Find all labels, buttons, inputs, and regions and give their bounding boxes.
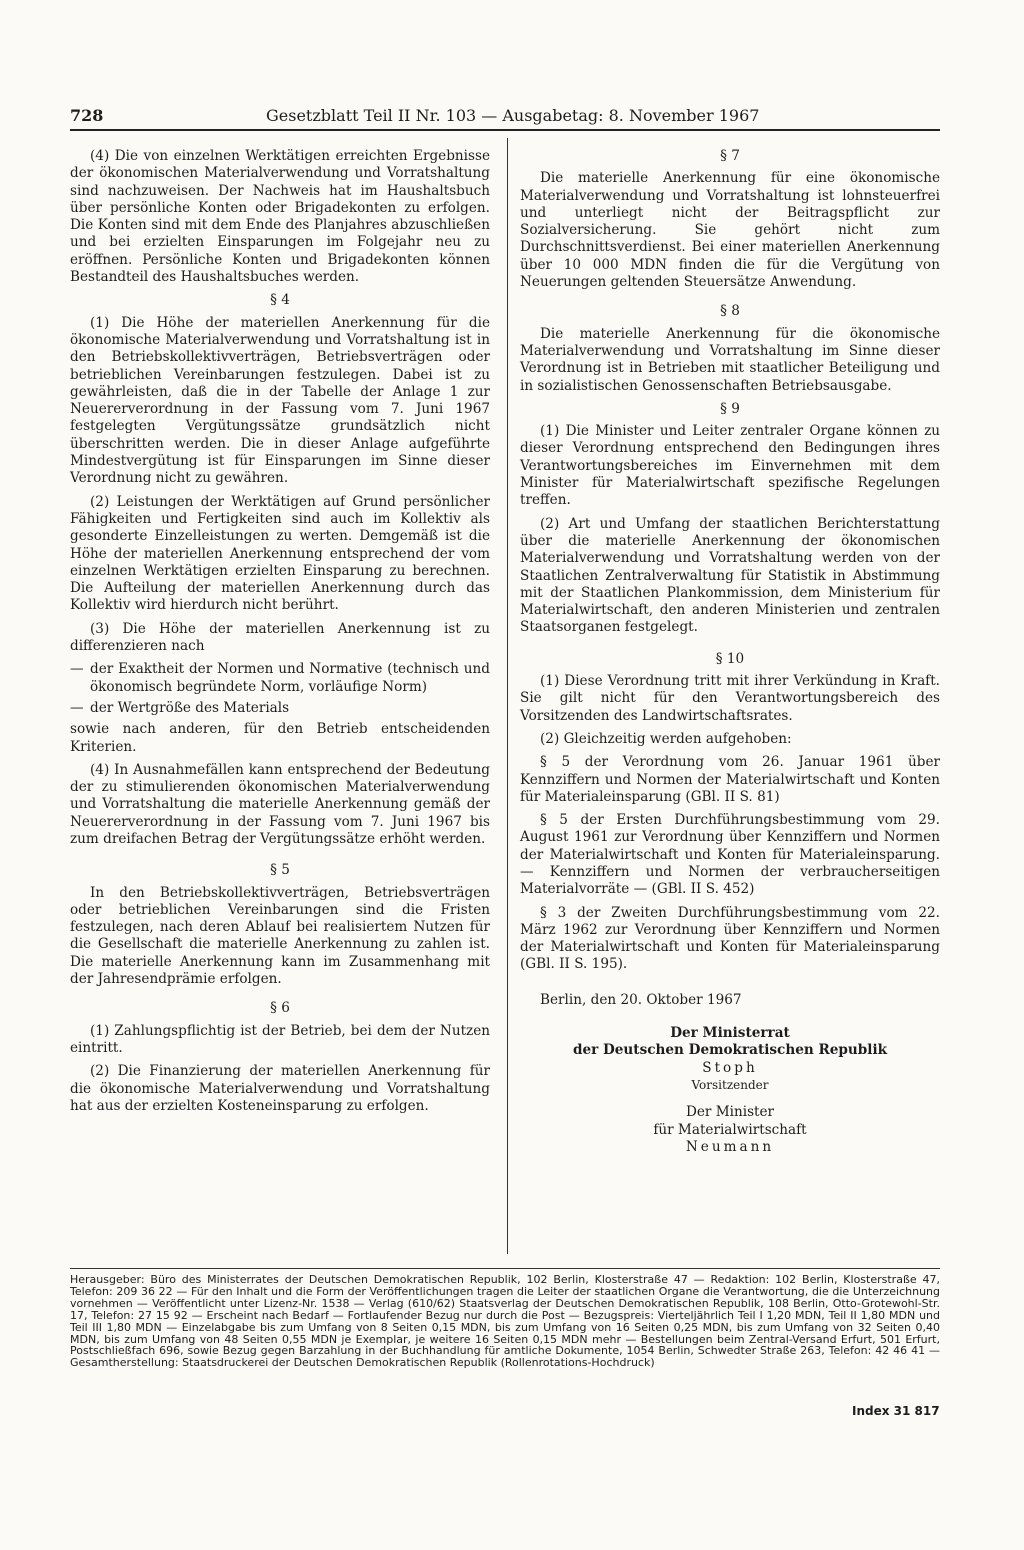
repealed-provision: § 5 der Verordnung vom 26. Januar 1961 über Kennziffern und Normen der Materialwirtschaft und Konten für Materialeinsparung (GBl. II S. 81) — [520, 754, 940, 805]
signatory-role: Vorsitzender — [691, 1077, 769, 1092]
paragraph-6-1: (1) Zahlungspflichtig ist der Betrieb, bei dem der Nutzen eintritt. — [70, 1022, 490, 1056]
paragraph-6-2: (2) Die Finanzierung der materiellen Anerkennung für die ökonomische Materialverwendung und Vorratshaltung hat aus der erzielten Kosteneinsparung zu erfolgen. — [70, 1063, 490, 1114]
section-heading-7: § 7 — [720, 148, 740, 164]
section-heading-8: § 8 — [720, 303, 740, 320]
paragraph-7: Die materielle Anerkennung für eine ökonomische Materialverwendung und Vorratshaltung ist lohnsteuerfrei und unterliegt nicht der Beitragspflicht zur Sozialversicherung. Sie gehört nicht zum Durchschnittsverdienst. Bei einer materiellen Anerkennung über 10 000 MDN finden die für die Vergütung von Neuerungen geltenden Steuersätze Anwendung. — [520, 170, 940, 291]
paragraph-4-2: (2) Leistungen der Werktätigen auf Grund persönlicher Fähigkeiten und Fertigkeiten sind auch im Kollektiv als gesonderte Einzelleistungen zu werten. Demgemäß ist die Höhe der materiellen Anerkennung entsprechend der vom einzelnen Werktätigen erzielten Einsparung zu berechnen. Die Aufteilung der materiellen Anerkennung durch das Kollektiv wird hierdurch nicht berührt. — [70, 493, 490, 614]
dash-marker: — — [70, 661, 84, 678]
paragraph-4-3-continued: sowie nach anderen, für den Betrieb entscheidenden Kriterien. — [70, 721, 490, 755]
footer-rule — [70, 1268, 940, 1269]
signature-block — [520, 1025, 940, 1156]
section-heading-6: § 6 — [270, 1000, 290, 1017]
signing-date: Berlin, den 20. Oktober 1967 — [540, 991, 742, 1008]
signatory-organ-line-1: Der Ministerrat — [670, 1025, 790, 1042]
paragraph-3-4: (4) Die von einzelnen Werktätigen erreichten Ergebnisse der ökonomischen Materialverwendung und Vorratshaltung sind nachzuweisen. Der Nachweis hat im Haushaltsbuch über persönliche Konten oder Brigadekonten zu erfolgen. Die Konten sind mit dem Ende des Planjahres abzuschließen und bei erzielten Einsparungen im Folgejahr neu zu eröffnen. Persönliche Konten und Brigadekonten können Bestandteil des Haushaltsbuches werden. — [70, 148, 490, 286]
signatory-name: Stoph — [702, 1059, 758, 1076]
list-item — [70, 661, 490, 696]
paragraph-5: In den Betriebskollektivverträgen, Betriebsverträgen oder betrieblichen Vereinbarungen sind die Fristen festzulegen, nach deren Ablauf bei realisiertem Nutzen für die Gesellschaft die materielle Anerkennung zu zahlen ist. Die materielle Anerkennung kann im Zusammenhang mit der Jahresendprämie erfolgen. — [70, 884, 490, 988]
repealed-provision: § 5 der Ersten Durchführungsbestimmung vom 29. August 1961 zur Verordnung über Kennziffern und Normen der Materialwirtschaft und Konten für Materialeinsparung. — Kennziffern und Normen der verbraucherseitigen Materialvorräte — (GBl. II S. 452) — [520, 812, 940, 898]
signatory-organ-line-2: der Deutschen Demokratischen Republik — [572, 1042, 888, 1059]
minister-title-line-2: für Materialwirtschaft — [653, 1121, 807, 1138]
list-item — [70, 700, 490, 717]
paragraph-10-1: (1) Diese Verordnung tritt mit ihrer Verkündung in Kraft. Sie gilt nicht für den Verantwortungsbereich des Vorsitzenden des Landwirtschaftsrates. — [520, 673, 940, 724]
section-heading-4: § 4 — [270, 292, 290, 309]
page-number: 728 — [70, 106, 104, 125]
publisher-imprint: Herausgeber: Büro des Ministerrates der Deutschen Demokratischen Republik, 102 Berlin, Klosterstraße 47 — Redaktion: 102 Berlin, Klosterstraße 47, Telefon: 209 36 22 — Für den Inhalt und die Form der Veröffentlichungen tragen die Leiter der staatlichen Organe die Verantwortung, die die Unterzeichnung vornehmen — Veröffentlicht unter Lizenz-Nr. 1538 — Verlag (610/62) Staatsverlag der Deutschen Demokratischen Republik, 108 Berlin, Otto-Grotewohl-Str. 17, Telefon: 27 15 92 — Erscheint nach Bedarf — Fortlaufender Bezug nur durch die Post — Bezugspreis: Vierteljährlich Teil I 1,20 MDN, Teil II 1,80 MDN und Teil III 1,80 MDN — Einzelabgabe bis zum Umfang von 8 Seiten 0,15 MDN, bis zum Umfang von 16 Seiten 0,25 MDN, bis zum Umfang von 32 Seiten 0,40 MDN, bis zum Umfang von 48 Seiten 0,55 MDN je Exemplar, je weitere 16 Seiten 0,15 MDN mehr — Bestellungen beim Zentral-Versand Erfurt, 501 Erfurt, Postschließfach 696, sowie Bezug gegen Barzahlung in der Buchhandlung für amtliche Dokumente, 1054 Berlin, Schwedter Straße 263, Telefon: 42 46 41 — Gesamtherstellung: Staatsdruckerei der Deutschen Demokratischen Republik (Rollenrotations-Hochdruck) — [70, 1273, 940, 1370]
page-header-title: Gesetzblatt Teil II Nr. 103 — Ausgabetag: 8. November 1967 — [266, 106, 760, 125]
column-divider — [507, 138, 508, 1254]
minister-title-line-1: Der Minister — [685, 1104, 775, 1121]
minister-name: Neumann — [685, 1138, 775, 1155]
paragraph-9-2: (2) Art und Umfang der staatlichen Berichterstattung über die materielle Anerkennung der ökonomischen Materialverwendung und Vorratshaltung werden von der Staatlichen Zentralverwaltung für Statistik in Abstimmung mit der Staatlichen Plankommission, dem Ministerium für Materialwirtschaft, den anderen Ministerien und zentralen Staatsorganen festgelegt. — [520, 515, 940, 636]
list-item-text: der Wertgröße des Materials — [90, 699, 290, 716]
index-number: Index 31 817 — [852, 1404, 940, 1418]
paragraph-4-4: (4) In Ausnahmefällen kann entsprechend der Bedeutung der zu stimulierenden ökonomischen Materialverwendung und Vorratshaltung die materielle Anerkennung gemäß der Neuererverordnung in der Fassung vom 7. Juni 1967 bis zum dreifachen Betrag der Vergütungssätze erhöht werden. — [70, 761, 490, 847]
right-column — [520, 148, 940, 1156]
header-rule — [70, 129, 940, 131]
list-item-text: der Exaktheit der Normen und Normative (technisch und ökonomisch begründete Norm, vorläufige Norm) — [90, 661, 490, 695]
paragraph-9-1: (1) Die Minister und Leiter zentraler Organe können zu dieser Verordnung entsprechend den Bedingungen ihres Verantwortungsbereiches im Einvernehmen mit dem Minister für Materialwirtschaft spezifische Regelungen treffen. — [520, 423, 940, 509]
dash-marker: — — [70, 699, 84, 716]
section-heading-9: § 9 — [720, 400, 740, 417]
paragraph-4-1: (1) Die Höhe der materiellen Anerkennung für die ökonomische Materialverwendung und Vorratshaltung ist in den Betriebskollektivverträgen, Betriebsverträgen oder betrieblichen Vereinbarungen festzulegen. Dabei ist zu gewährleisten, daß die in der Tabelle der Anlage 1 zur Neuererverordnung in der Fassung vom 7. Juni 1967 festgelegten Vergütungssätze grundsätzlich nicht überschritten werden. Die in dieser Anlage aufgeführte Mindestvergütung ist für Einsparungen im Sinne dieser Verordnung nicht zu gewähren. — [70, 314, 490, 487]
left-column — [70, 148, 490, 1121]
section-heading-10: § 10 — [715, 650, 745, 667]
paragraph-10-2: (2) Gleichzeitig werden aufgehoben: — [540, 730, 792, 747]
repealed-provision: § 3 der Zweiten Durchführungsbestimmung vom 22. März 1962 zur Verordnung über Kennziffern und Normen der Materialwirtschaft und Konten für Materialeinsparung (GBl. II S. 195). — [520, 904, 940, 973]
paragraph-8: Die materielle Anerkennung für die ökonomische Materialverwendung und Vorratshaltung im Sinne dieser Verordnung ist in Betrieben mit staatlicher Beteiligung und in sozialistischen Genossenschaften Betriebsausgabe. — [520, 325, 940, 394]
section-heading-5: § 5 — [270, 862, 290, 879]
paragraph-4-3: (3) Die Höhe der materiellen Anerkennung ist zu differenzieren nach — [70, 620, 490, 655]
